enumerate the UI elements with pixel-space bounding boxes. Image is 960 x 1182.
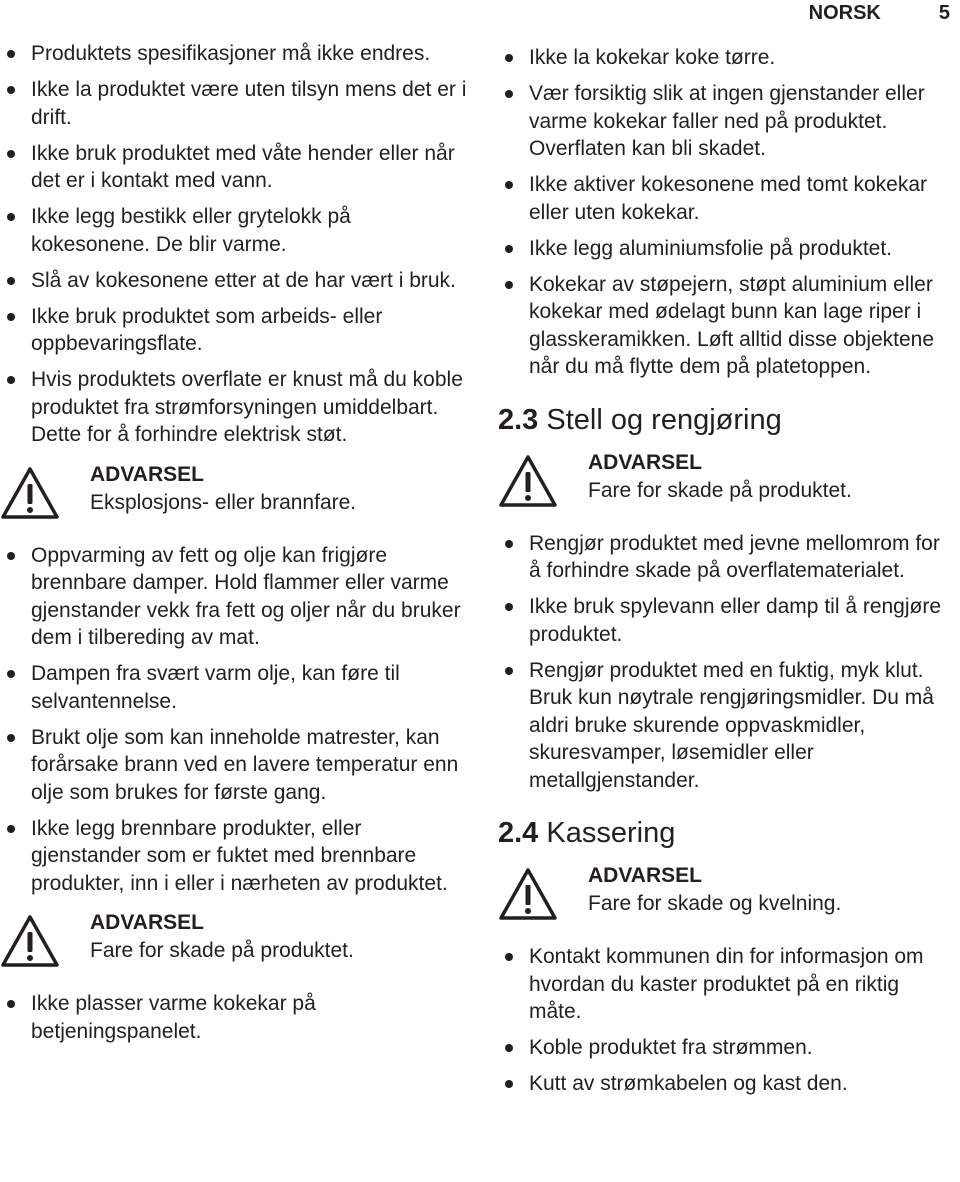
list-item-text: Ikke legg brennbare produkter, eller gjenstander som er fuktet med brennbare produkter, inn i eller i nærheten av produktet.: [31, 816, 448, 895]
section-heading: [498, 816, 956, 850]
bullet-dot-icon: [505, 1044, 513, 1052]
page-header: [809, 0, 950, 26]
warning-block: [498, 862, 956, 921]
section-number: 2.3: [498, 403, 539, 436]
bullet-dot-icon: [505, 245, 513, 253]
bullet-dot-icon: [505, 540, 513, 548]
warning-title: ADVARSEL: [90, 911, 204, 934]
list-item: [498, 1034, 956, 1062]
left-column: [0, 40, 470, 1054]
bullet-dot-icon: [7, 313, 15, 321]
warning-text: Fare for skade på produktet.: [588, 478, 852, 502]
bullet-dot-icon: [7, 213, 15, 221]
list-item-text: Oppvarming av fett og olje kan frigjøre brennbare damper. Hold flammer eller varme gjenstander vekk fra fett og oljer når du bruker dem i tilbereding av mat.: [31, 543, 461, 649]
list-item: [0, 303, 470, 358]
list-item: [498, 943, 956, 1026]
warning-block: [0, 909, 470, 968]
list-item-text: Ikke aktiver kokesonene med tomt kokekar eller uten kokekar.: [529, 173, 928, 224]
list-item: [498, 271, 956, 381]
list-item-text: Hvis produktets overflate er knust må du koble produktet fra strømforsyningen umiddelbart. Dette for å forhindre elektrisk støt.: [31, 368, 463, 446]
bullet-dot-icon: [7, 277, 15, 285]
list-item: [0, 990, 470, 1045]
warning-block: [498, 449, 956, 508]
right-column: [498, 44, 956, 1106]
list-item: [0, 366, 470, 449]
header-language: NORSK: [808, 2, 881, 24]
warning-triangle-icon: [0, 909, 62, 968]
bullet-dot-icon: [7, 734, 15, 742]
bullet-dot-icon: [7, 670, 15, 678]
list-item: [0, 660, 470, 715]
list-item-text: Rengjør produktet med en fuktig, myk klut. Bruk kun nøytrale rengjøringsmidler. Du må aldri bruke skurende oppvaskmidler, skuresvamper, løsemidler eller metallgjenstander.: [529, 658, 934, 792]
list-item-text: Slå av kokesonene etter at de har vært i bruk.: [31, 268, 456, 292]
list-item-text: Dampen fra svært varm olje, kan føre til selvantennelse.: [31, 662, 400, 713]
bullet-dot-icon: [7, 376, 15, 384]
bullet-dot-icon: [505, 603, 513, 611]
list-item-text: Brukt olje som kan inneholde matrester, kan forårsake brann ved en lavere temperatur enn olje som brukes for første gang.: [31, 725, 459, 804]
list-item: [498, 44, 956, 72]
list-item-text: Vær forsiktig slik at ingen gjenstander eller varme kokekar faller ned på produktet. Overflaten kan bli skadet.: [529, 82, 925, 160]
list-item: [498, 1070, 956, 1098]
page-number: 5: [938, 2, 950, 24]
list-item-text: Ikke legg aluminiumsfolie på produktet.: [529, 236, 893, 260]
bullet-dot-icon: [505, 667, 513, 675]
list-item-text: Ikke bruk produktet med våte hender eller når det er i kontakt med vann.: [31, 141, 455, 192]
list-item-text: Ikke plasser varme kokekar på betjeningspanelet.: [31, 992, 316, 1043]
list-item: [498, 593, 956, 648]
warning-title: ADVARSEL: [588, 864, 702, 887]
list-item: [0, 815, 470, 898]
list-item-text: Koble produktet fra strømmen.: [529, 1036, 813, 1059]
bullet-dot-icon: [7, 86, 15, 94]
list-item-text: Ikke la kokekar koke tørre.: [529, 46, 776, 69]
section-heading: [498, 403, 956, 437]
warning-triangle-icon: [0, 461, 62, 520]
bullet-dot-icon: [505, 181, 513, 189]
bullet-dot-icon: [505, 953, 513, 961]
bullet-dot-icon: [7, 1000, 15, 1008]
section-title: Kassering: [546, 817, 676, 849]
warning-title: ADVARSEL: [90, 462, 204, 486]
list-item: [0, 40, 470, 68]
bullet-list: [498, 44, 956, 381]
list-item-text: Produktets spesifikasjoner må ikke endres.: [31, 42, 431, 65]
list-item: [498, 530, 956, 585]
bullet-list: [498, 943, 956, 1098]
list-item: [0, 542, 470, 652]
list-item-text: Kontakt kommunen din for informasjon om hvordan du kaster produktet på en riktig måte.: [529, 945, 924, 1023]
list-item-text: Rengjør produktet med jevne mellomrom for å forhindre skade på overflatematerialet.: [529, 531, 940, 582]
warning-text: Eksplosjons- eller brannfare.: [90, 490, 357, 514]
list-item: [0, 267, 470, 295]
bullet-dot-icon: [505, 90, 513, 98]
bullet-list: [0, 40, 470, 449]
bullet-dot-icon: [505, 1080, 513, 1088]
warning-block: [0, 461, 470, 520]
list-item: [0, 203, 470, 258]
section-title: Stell og rengjøring: [546, 403, 782, 436]
bullet-dot-icon: [7, 150, 15, 158]
bullet-dot-icon: [505, 54, 513, 62]
bullet-dot-icon: [7, 825, 15, 833]
warning-text: Fare for skade og kvelning.: [588, 892, 842, 915]
section-number: 2.4: [498, 817, 539, 849]
list-item-text: Ikke la produktet være uten tilsyn mens det er i drift.: [31, 78, 467, 129]
list-item: [498, 657, 956, 795]
bullet-list: [498, 530, 956, 795]
list-item-text: Kokekar av støpejern, støpt aluminium eller kokekar med ødelagt bunn kan lage riper i glasskeramikken. Løft alltid disse objektene når du må flytte dem på platetoppen.: [529, 272, 935, 378]
bullet-dot-icon: [7, 50, 15, 58]
list-item-text: Ikke bruk produktet som arbeids- eller oppbevaringsflate.: [31, 304, 383, 355]
list-item-text: Kutt av strømkabelen og kast den.: [529, 1072, 848, 1095]
warning-text: Fare for skade på produktet.: [90, 939, 354, 962]
warning-title: ADVARSEL: [588, 450, 702, 474]
list-item-text: Ikke legg bestikk eller grytelokk på kokesonene. De blir varme.: [31, 205, 351, 256]
warning-triangle-icon: [498, 862, 560, 921]
list-item: [0, 724, 470, 807]
warning-triangle-icon: [498, 449, 560, 508]
bullet-dot-icon: [505, 281, 513, 289]
list-item: [0, 76, 470, 131]
list-item: [0, 140, 470, 195]
bullet-dot-icon: [7, 552, 15, 560]
list-item: [498, 235, 956, 263]
list-item: [498, 171, 956, 226]
bullet-list: [0, 542, 470, 898]
list-item: [498, 80, 956, 163]
bullet-list: [0, 990, 470, 1045]
list-item-text: Ikke bruk spylevann eller damp til å rengjøre produktet.: [529, 595, 942, 646]
